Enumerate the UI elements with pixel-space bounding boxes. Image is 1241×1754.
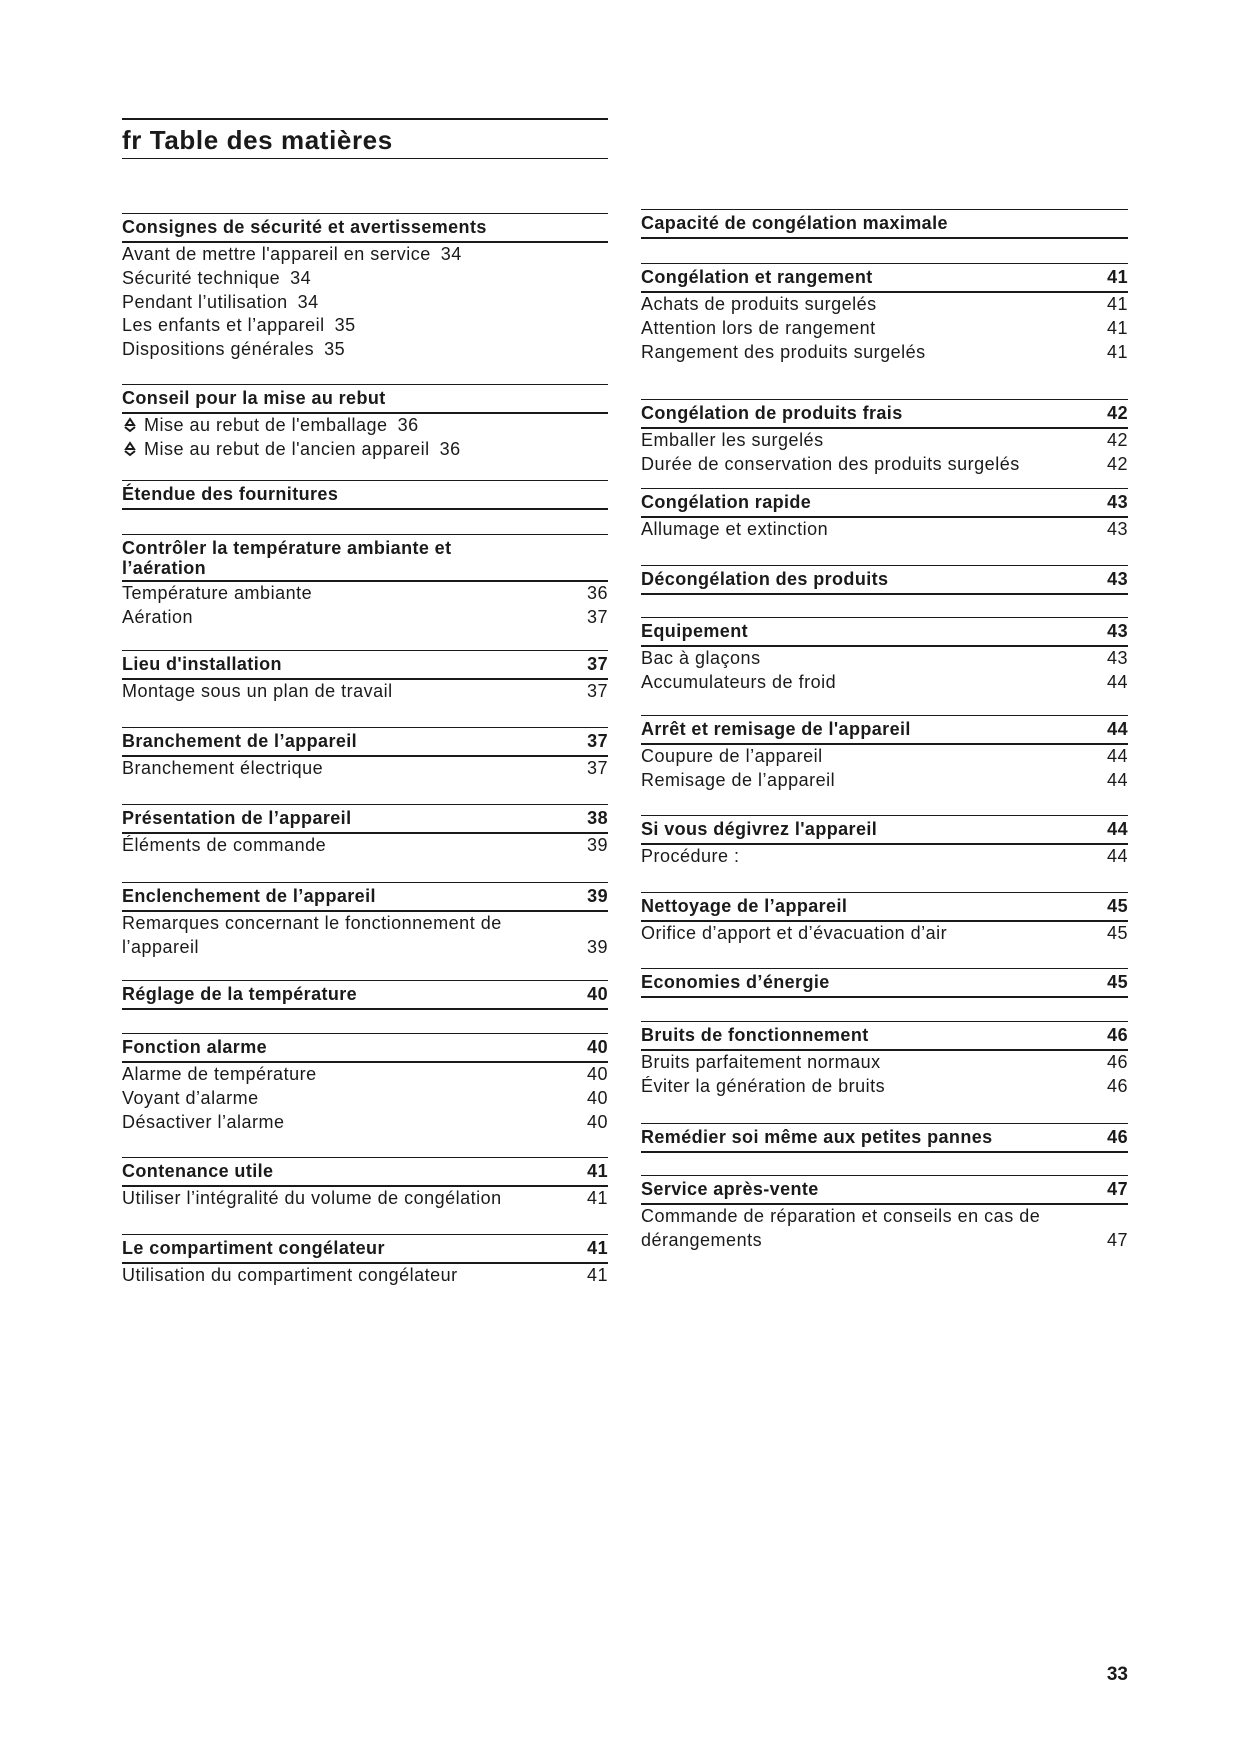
toc-section-title: Décongélation des produits xyxy=(641,569,889,589)
toc-section-title: Arrêt et remisage de l'appareil xyxy=(641,719,911,739)
toc-item-list xyxy=(122,1264,608,1288)
toc-item[interactable] xyxy=(641,671,1128,695)
toc-item[interactable] xyxy=(122,834,608,858)
toc-item[interactable] xyxy=(641,922,1128,946)
toc-item[interactable] xyxy=(641,845,1128,869)
toc-item-label xyxy=(122,606,193,630)
toc-section xyxy=(122,1234,608,1288)
toc-item-label xyxy=(122,1087,259,1111)
toc-section-heading[interactable] xyxy=(122,480,608,510)
toc-item-page: 34 xyxy=(297,291,319,312)
toc-section-page: 47 xyxy=(1107,1179,1128,1199)
toc-section-title: Présentation de l’appareil xyxy=(122,808,352,828)
toc-item-list xyxy=(122,1063,608,1134)
toc-section-page: 45 xyxy=(1107,896,1128,916)
toc-item-label xyxy=(122,291,319,315)
toc-section-heading[interactable] xyxy=(122,534,608,582)
toc-item-page: 47 xyxy=(1106,1229,1128,1250)
toc-item-text: Dispositions générales xyxy=(122,339,315,360)
toc-section-title: Congélation et rangement xyxy=(641,267,873,287)
toc-section-page: 37 xyxy=(587,731,608,751)
toc-item[interactable] xyxy=(122,606,608,630)
toc-section xyxy=(641,263,1128,364)
toc-item[interactable] xyxy=(641,1205,1128,1253)
toc-item-text: Mise au rebut de l'emballage xyxy=(144,415,388,435)
toc-item-list xyxy=(641,429,1128,477)
toc-item-text: Avant de mettre l'appareil en service xyxy=(122,244,431,264)
toc-item-page: 41 xyxy=(586,1265,608,1285)
toc-section-page: 46 xyxy=(1107,1025,1128,1045)
toc-section-title: Contrôler la température ambiante et l’aération xyxy=(122,538,452,578)
toc-item-label xyxy=(122,834,326,858)
toc-item-label xyxy=(122,338,345,362)
toc-section xyxy=(641,892,1128,946)
toc-item-page: 39 xyxy=(586,936,608,957)
toc-section-heading[interactable] xyxy=(122,1033,608,1063)
toc-item[interactable] xyxy=(641,293,1128,317)
toc-section xyxy=(641,815,1128,869)
toc-section xyxy=(641,715,1128,793)
toc-item-text: Remisage de l’appareil xyxy=(641,769,836,790)
toc-item[interactable] xyxy=(641,518,1128,542)
toc-section-title: Economies d’énergie xyxy=(641,972,830,992)
toc-item-list xyxy=(641,922,1128,946)
toc-section-heading[interactable] xyxy=(122,980,608,1010)
toc-item[interactable] xyxy=(641,745,1128,769)
toc-item-text: Alarme de température xyxy=(122,1064,317,1084)
toc-item-page: 42 xyxy=(1106,430,1128,450)
toc-section-page: 38 xyxy=(587,808,608,828)
toc-item[interactable] xyxy=(122,314,608,338)
toc-item-list xyxy=(641,518,1128,542)
toc-item-page: 39 xyxy=(586,835,608,855)
toc-section xyxy=(641,1123,1128,1153)
toc-item-list xyxy=(641,293,1128,364)
toc-item-list xyxy=(122,912,608,960)
toc-item-list xyxy=(122,834,608,858)
toc-section-page: 44 xyxy=(1107,819,1128,839)
toc-section xyxy=(122,1033,608,1134)
toc-item-page: 37 xyxy=(586,606,608,627)
toc-item-text: Utilisation du compartiment congélateur xyxy=(122,1265,458,1285)
toc-section xyxy=(122,534,608,630)
toc-item-text: Montage sous un plan de travail xyxy=(122,681,393,701)
toc-item-page: 35 xyxy=(324,339,346,360)
toc-item-page: 40 xyxy=(586,1111,608,1132)
toc-item-page: 46 xyxy=(1106,1052,1128,1072)
toc-item[interactable] xyxy=(122,267,608,291)
toc-section-page: 43 xyxy=(1107,569,1128,589)
toc-item[interactable] xyxy=(641,647,1128,671)
toc-item-label xyxy=(641,293,877,317)
toc-section-heading[interactable] xyxy=(122,1234,608,1264)
toc-section-heading[interactable] xyxy=(122,650,608,680)
toc-item-list xyxy=(641,1051,1128,1099)
toc-item-text: Durée de conservation des produits surgelés xyxy=(641,453,1020,474)
toc-item-label xyxy=(122,314,356,338)
toc-section xyxy=(641,565,1128,595)
toc-item-text: Bac à glaçons xyxy=(641,648,761,668)
toc-item-label xyxy=(122,582,312,606)
toc-item-text: Bruits parfaitement normaux xyxy=(641,1052,881,1072)
toc-section-page: 41 xyxy=(1107,267,1128,287)
recycle-icon xyxy=(122,416,138,432)
toc-section-heading[interactable] xyxy=(122,882,608,912)
toc-item-label xyxy=(122,680,393,704)
toc-item[interactable] xyxy=(122,1087,608,1111)
toc-item[interactable] xyxy=(122,291,608,315)
toc-item-label xyxy=(122,1264,458,1288)
toc-item-page: 42 xyxy=(1106,453,1128,474)
toc-section-title: Contenance utile xyxy=(122,1161,274,1181)
toc-section-page: 41 xyxy=(587,1161,608,1181)
toc-item-label xyxy=(641,453,1020,477)
toc-section-heading[interactable] xyxy=(122,384,608,414)
toc-item-page: 44 xyxy=(1106,846,1128,866)
toc-item-text: Procédure : xyxy=(641,846,740,866)
toc-item-list xyxy=(641,845,1128,869)
toc-section-heading[interactable] xyxy=(122,804,608,834)
page-title: fr Table des matières xyxy=(122,125,393,155)
toc-section xyxy=(122,727,608,781)
toc-item-list xyxy=(641,745,1128,793)
toc-item-list xyxy=(641,1205,1128,1253)
toc-section xyxy=(641,488,1128,542)
toc-section-page: 39 xyxy=(587,886,608,906)
toc-item-text: Pendant l’utilisation xyxy=(122,291,288,312)
toc-item-text: Les enfants et l’appareil xyxy=(122,315,325,336)
toc-item-page: 41 xyxy=(1106,294,1128,314)
toc-section-page: 46 xyxy=(1107,1127,1128,1147)
toc-section-title: Conseil pour la mise au rebut xyxy=(122,388,386,408)
toc-section xyxy=(641,1021,1128,1099)
toc-item-label xyxy=(122,267,311,291)
toc-section-page: 44 xyxy=(1107,719,1128,739)
toc-item-text: Remarques concernant le fonctionnement de l’appareil xyxy=(122,913,502,957)
toc-item[interactable] xyxy=(122,757,608,781)
toc-item[interactable] xyxy=(641,1075,1128,1099)
toc-item[interactable] xyxy=(641,341,1128,365)
toc-section-title: Branchement de l’appareil xyxy=(122,731,358,751)
toc-item-text: Mise au rebut de l'ancien appareil xyxy=(144,438,430,459)
toc-section-heading[interactable] xyxy=(641,1175,1128,1205)
toc-section xyxy=(122,384,608,462)
toc-item[interactable] xyxy=(122,582,608,606)
toc-item-page: 40 xyxy=(586,1087,608,1108)
toc-item-page: 37 xyxy=(586,681,608,701)
toc-item-page: 40 xyxy=(586,1064,608,1084)
toc-item-label xyxy=(641,317,876,341)
toc-section xyxy=(641,1175,1128,1253)
toc-item-text: Accumulateurs de froid xyxy=(641,671,837,692)
toc-item-text: Attention lors de rangement xyxy=(641,317,876,338)
toc-item-page: 35 xyxy=(334,315,356,336)
toc-section xyxy=(641,209,1128,239)
toc-section-title: Capacité de congélation maximale xyxy=(641,213,948,233)
toc-item[interactable] xyxy=(122,912,608,960)
toc-item[interactable] xyxy=(122,338,608,362)
toc-section-page: 37 xyxy=(587,654,608,674)
toc-section-heading[interactable] xyxy=(641,209,1128,239)
toc-item-text: Orifice d’apport et d’évacuation d’air xyxy=(641,923,948,943)
toc-section-heading[interactable] xyxy=(122,727,608,757)
toc-section-page: 45 xyxy=(1107,972,1128,992)
toc-item-text: Désactiver l’alarme xyxy=(122,1111,285,1132)
toc-section xyxy=(122,480,608,510)
toc-section xyxy=(122,882,608,960)
toc-section-heading[interactable] xyxy=(641,263,1128,293)
toc-item[interactable] xyxy=(641,453,1128,477)
toc-section-title: Si vous dégivrez l'appareil xyxy=(641,819,878,839)
toc-section-heading[interactable] xyxy=(641,565,1128,595)
toc-section-heading[interactable] xyxy=(122,213,608,243)
toc-item-page: 43 xyxy=(1106,519,1128,539)
toc-item-page: 46 xyxy=(1106,1075,1128,1096)
toc-item-page: 37 xyxy=(586,758,608,778)
toc-section-title: Fonction alarme xyxy=(122,1037,268,1057)
toc-item-label xyxy=(641,518,828,542)
toc-section-title: Réglage de la température xyxy=(122,984,358,1004)
toc-section-heading[interactable] xyxy=(641,815,1128,845)
toc-item-text: Rangement des produits surgelés xyxy=(641,341,926,362)
toc-item-label xyxy=(122,414,419,438)
toc-item[interactable] xyxy=(641,1051,1128,1075)
toc-item-page: 36 xyxy=(439,438,461,459)
toc-section xyxy=(122,980,608,1010)
toc-section-page: 43 xyxy=(1107,621,1128,641)
toc-item[interactable] xyxy=(122,1063,608,1087)
toc-section-heading[interactable] xyxy=(641,488,1128,518)
toc-item-page: 43 xyxy=(1106,648,1128,668)
toc-section-title: Congélation de produits frais xyxy=(641,403,903,423)
toc-section-page: 42 xyxy=(1107,403,1128,423)
toc-section-title: Service après-vente xyxy=(641,1179,819,1199)
page-number: 33 xyxy=(1106,1664,1128,1685)
toc-item-page: 44 xyxy=(1106,746,1128,766)
recycle-icon xyxy=(122,440,138,456)
toc-section-title: Bruits de fonctionnement xyxy=(641,1025,869,1045)
toc-item[interactable] xyxy=(122,438,608,462)
toc-section-page: 40 xyxy=(587,1037,608,1057)
toc-section xyxy=(122,1157,608,1211)
toc-item-label xyxy=(641,1051,881,1075)
toc-item-text: Commande de réparation et conseils en cas de dérangements xyxy=(641,1206,1041,1250)
toc-item[interactable] xyxy=(641,429,1128,453)
toc-item[interactable] xyxy=(641,317,1128,341)
toc-item[interactable] xyxy=(641,769,1128,793)
toc-item-page: 41 xyxy=(586,1188,608,1208)
toc-section-heading[interactable] xyxy=(641,715,1128,745)
toc-item[interactable] xyxy=(122,680,608,704)
toc-item[interactable] xyxy=(122,1187,608,1211)
toc-section xyxy=(122,650,608,704)
toc-item-text: Éléments de commande xyxy=(122,835,327,855)
toc-section-heading[interactable] xyxy=(641,399,1128,429)
toc-item-list xyxy=(122,582,608,630)
toc-section-title: Consignes de sécurité et avertissements xyxy=(122,217,487,237)
toc-section-title: Remédier soi même aux petites pannes xyxy=(641,1127,993,1147)
toc-item-page: 34 xyxy=(440,244,462,264)
toc-item-label xyxy=(641,845,740,869)
toc-item-label xyxy=(641,1205,1061,1253)
toc-section-heading[interactable] xyxy=(641,968,1128,998)
toc-item-text: Allumage et extinction xyxy=(641,519,829,539)
toc-item-list xyxy=(122,757,608,781)
toc-item-text: Aération xyxy=(122,606,194,627)
toc-item-label xyxy=(122,1063,317,1087)
toc-section-heading[interactable] xyxy=(641,892,1128,922)
toc-item-list xyxy=(122,680,608,704)
toc-item-page: 44 xyxy=(1106,769,1128,790)
toc-item-label xyxy=(641,429,824,453)
toc-item-text: Sécurité technique xyxy=(122,267,281,288)
toc-section-title: Lieu d'installation xyxy=(122,654,282,674)
toc-item-text: Éviter la génération de bruits xyxy=(641,1075,886,1096)
toc-section-heading[interactable] xyxy=(641,1123,1128,1153)
toc-item-page: 45 xyxy=(1106,923,1128,943)
toc-item-label xyxy=(641,922,947,946)
toc-item-page: 36 xyxy=(397,415,419,435)
toc-section xyxy=(122,804,608,858)
toc-item-text: Branchement électrique xyxy=(122,758,324,778)
toc-item-label xyxy=(122,1111,285,1135)
toc-item-label xyxy=(122,1187,502,1211)
toc-section xyxy=(641,617,1128,695)
toc-item[interactable] xyxy=(122,243,608,267)
toc-item-label xyxy=(641,1075,885,1099)
toc-item-page: 44 xyxy=(1106,671,1128,692)
toc-section-heading[interactable] xyxy=(122,1157,608,1187)
toc-section-page: 43 xyxy=(1107,492,1128,512)
toc-section-page: 41 xyxy=(587,1238,608,1258)
toc-item-page: 36 xyxy=(586,583,608,603)
toc-item-list xyxy=(122,1187,608,1211)
toc-section xyxy=(122,213,608,362)
toc-section-title: Congélation rapide xyxy=(641,492,812,512)
toc-item-label xyxy=(641,769,835,793)
toc-section-title: Nettoyage de l’appareil xyxy=(641,896,848,916)
toc-item-text: Température ambiante xyxy=(122,583,313,603)
toc-item-label xyxy=(641,671,836,695)
toc-section-heading[interactable] xyxy=(641,1021,1128,1051)
toc-item-text: Voyant d’alarme xyxy=(122,1087,259,1108)
toc-item-text: Emballer les surgelés xyxy=(641,430,824,450)
toc-section xyxy=(641,968,1128,998)
toc-section-title: Equipement xyxy=(641,621,749,641)
toc-item-list xyxy=(122,414,608,462)
toc-item-label xyxy=(641,341,926,365)
toc-section-heading[interactable] xyxy=(641,617,1128,647)
toc-section-title: Le compartiment congélateur xyxy=(122,1238,385,1258)
toc-item-list xyxy=(641,647,1128,695)
toc-section-page: 40 xyxy=(587,984,608,1004)
toc-item-page: 34 xyxy=(290,267,312,288)
toc-section-title: Étendue des fournitures xyxy=(122,484,339,504)
toc-item-text: Achats de produits surgelés xyxy=(641,294,877,314)
toc-item[interactable] xyxy=(122,1111,608,1135)
toc-item-page: 41 xyxy=(1106,341,1128,362)
toc-item-label xyxy=(122,243,462,267)
toc-item-page: 41 xyxy=(1106,317,1128,338)
toc-item-label xyxy=(122,912,542,960)
toc-item-label xyxy=(122,757,323,781)
toc-item-text: Coupure de l’appareil xyxy=(641,746,823,766)
toc-item-label xyxy=(641,745,823,769)
toc-item-text: Utiliser l’intégralité du volume de congélation xyxy=(122,1188,502,1208)
toc-section-title: Enclenchement de l’appareil xyxy=(122,886,376,906)
toc-item[interactable] xyxy=(122,414,608,438)
toc-item-list xyxy=(122,243,608,362)
toc-item-label xyxy=(122,438,461,462)
toc-header xyxy=(122,118,608,159)
toc-section xyxy=(641,399,1128,477)
toc-item-label xyxy=(641,647,761,671)
toc-item[interactable] xyxy=(122,1264,608,1288)
